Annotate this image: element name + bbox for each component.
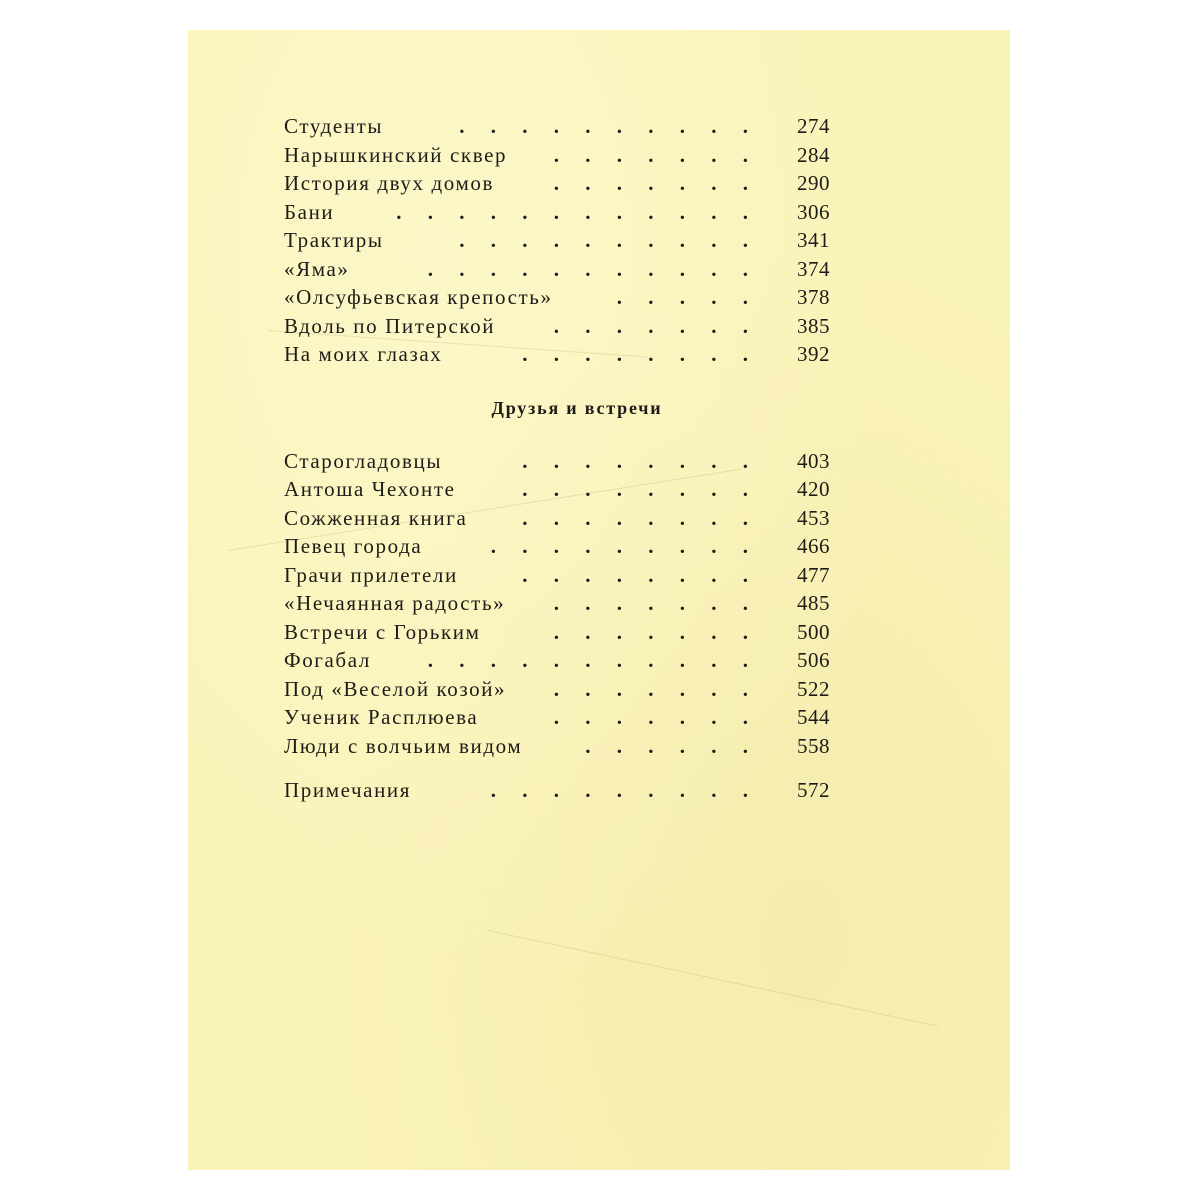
toc-entry[interactable] bbox=[284, 646, 830, 675]
toc-entry-title: Бани bbox=[284, 199, 335, 224]
toc-entry-title: Старогладовцы bbox=[284, 448, 443, 473]
dot-leader: . . . . . . . . bbox=[522, 562, 748, 587]
toc-entry-page: 477 bbox=[797, 562, 830, 587]
toc-entry[interactable] bbox=[284, 675, 830, 704]
toc-entry[interactable] bbox=[284, 618, 830, 647]
table-of-contents bbox=[284, 112, 830, 805]
toc-entry-title: Вдоль по Питерской bbox=[284, 313, 496, 338]
section-heading: Друзья и встречи bbox=[491, 397, 663, 418]
toc-entry[interactable] bbox=[284, 475, 830, 504]
dot-leader: . . . . . . . . bbox=[522, 342, 748, 366]
toc-entry-page: 522 bbox=[797, 676, 830, 701]
paper-scuff bbox=[488, 930, 938, 1027]
dot-leader: . . . . . . . . . . . bbox=[427, 256, 748, 281]
toc-entry-page: 485 bbox=[797, 591, 830, 615]
toc-entry-title: Встречи с Горьким bbox=[284, 619, 481, 644]
toc-entry-page: 466 bbox=[797, 534, 830, 558]
toc-entry-title: Фогабал bbox=[284, 648, 371, 672]
toc-entry[interactable] bbox=[284, 255, 830, 284]
toc-entry-title: Ученик Расплюева bbox=[284, 705, 479, 729]
toc-entry[interactable] bbox=[284, 504, 830, 533]
toc-entry-page: 506 bbox=[797, 648, 830, 672]
toc-entry-title: История двух домов bbox=[284, 171, 494, 195]
toc-entry-page: 572 bbox=[797, 778, 830, 802]
dot-leader: . . . . . . . bbox=[553, 676, 748, 701]
dot-leader: . . . . . . . bbox=[553, 171, 748, 195]
dot-leader: . . . . . . . . . . bbox=[459, 114, 748, 138]
toc-entry[interactable] bbox=[284, 589, 830, 618]
toc-entry[interactable] bbox=[284, 703, 830, 732]
toc-entry[interactable] bbox=[284, 561, 830, 590]
toc-entry-title: Под «Веселой козой» bbox=[284, 676, 507, 701]
toc-entry-page: 453 bbox=[797, 505, 830, 530]
toc-entry[interactable] bbox=[284, 141, 830, 170]
toc-entry-title: Люди с волчьим видом bbox=[284, 733, 523, 758]
toc-entry-title: Студенты bbox=[284, 114, 384, 138]
toc-entry-title: «Яма» bbox=[284, 256, 350, 281]
toc-entry-title: Грачи прилетели bbox=[284, 562, 458, 587]
toc-entry-page: 558 bbox=[797, 733, 830, 758]
dot-leader: . . . . . . . . . . bbox=[459, 228, 748, 252]
dot-leader: . . . . . . . . . bbox=[490, 778, 748, 802]
dot-leader: . . . . . . . . . bbox=[490, 534, 748, 558]
toc-entry[interactable] bbox=[284, 226, 830, 255]
dot-leader: . . . . . . . . . . . bbox=[427, 648, 748, 672]
spacer bbox=[284, 760, 830, 776]
dot-leader: . . . . . . . . . . . . bbox=[396, 199, 748, 224]
toc-entry-title: На моих глазах bbox=[284, 342, 443, 366]
toc-entry-page: 392 bbox=[797, 342, 830, 366]
toc-entry-page: 403 bbox=[797, 448, 830, 473]
dot-leader: . . . . . . . bbox=[553, 142, 748, 167]
toc-entry-title: Примечания bbox=[284, 778, 412, 802]
toc-entry[interactable] bbox=[284, 312, 830, 341]
toc-entry-page: 284 bbox=[797, 142, 830, 167]
toc-entry-page: 274 bbox=[797, 114, 830, 138]
toc-entry-page: 385 bbox=[797, 313, 830, 338]
toc-part-2 bbox=[284, 447, 830, 761]
toc-entry[interactable] bbox=[284, 732, 830, 761]
toc-entry-notes[interactable] bbox=[284, 776, 830, 805]
dot-leader: . . . . . . . . bbox=[522, 505, 748, 530]
toc-entry-page: 374 bbox=[797, 256, 830, 281]
toc-entry-title: «Нечаянная радость» bbox=[284, 591, 506, 615]
toc-entry-title: Трактиры bbox=[284, 228, 384, 252]
dot-leader: . . . . . . . bbox=[553, 591, 748, 615]
toc-entry[interactable] bbox=[284, 169, 830, 198]
toc-entry-title: Сожженная книга bbox=[284, 505, 468, 530]
toc-entry-page: 290 bbox=[797, 171, 830, 195]
dot-leader: . . . . . . . bbox=[553, 313, 748, 338]
toc-entry[interactable] bbox=[284, 340, 830, 369]
toc-entry[interactable] bbox=[284, 112, 830, 141]
dot-leader: . . . . . . bbox=[585, 733, 748, 758]
dot-leader: . . . . . . . . bbox=[522, 477, 748, 501]
toc-entry-page: 341 bbox=[797, 228, 830, 252]
dot-leader: . . . . . . . bbox=[553, 705, 748, 729]
dot-leader: . . . . . . . bbox=[553, 619, 748, 644]
toc-entry[interactable] bbox=[284, 198, 830, 227]
toc-entry[interactable] bbox=[284, 447, 830, 476]
toc-entry[interactable] bbox=[284, 283, 830, 312]
toc-entry-title: Нарышкинский сквер bbox=[284, 142, 508, 167]
toc-entry-page: 306 bbox=[797, 199, 830, 224]
toc-entry-title: «Олсуфьевская крепость» bbox=[284, 285, 553, 309]
book-page bbox=[188, 30, 1010, 1170]
toc-entry-page: 500 bbox=[797, 619, 830, 644]
dot-leader: . . . . . . . . bbox=[522, 448, 748, 473]
toc-entry-page: 420 bbox=[797, 477, 830, 501]
toc-entry-page: 378 bbox=[797, 285, 830, 309]
toc-entry-title: Антоша Чехонте bbox=[284, 477, 456, 501]
toc-entry-title: Певец города bbox=[284, 534, 423, 558]
toc-entry[interactable] bbox=[284, 532, 830, 561]
toc-part-1 bbox=[284, 112, 830, 369]
dot-leader: . . . . . bbox=[616, 285, 748, 309]
toc-entry-page: 544 bbox=[797, 705, 830, 729]
